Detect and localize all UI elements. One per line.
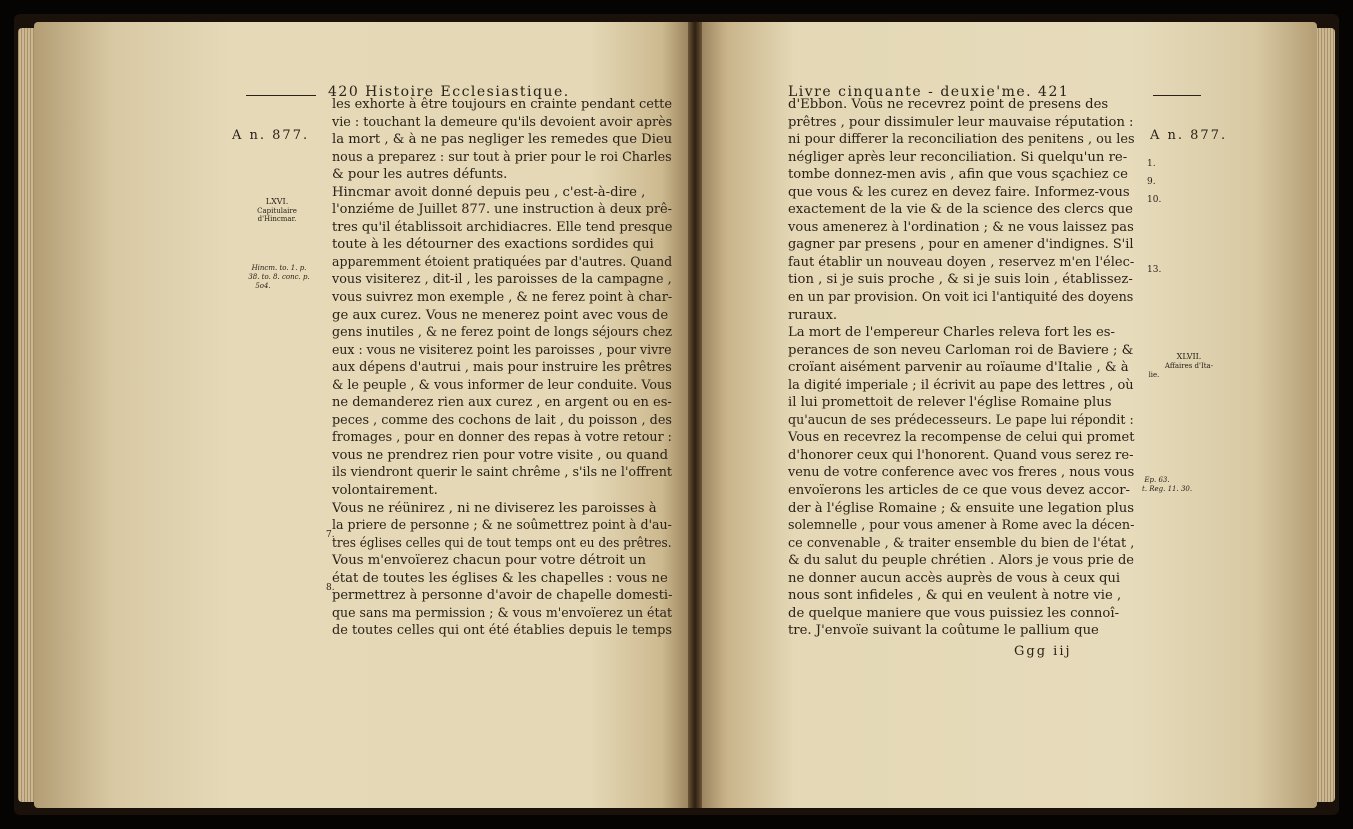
text-line: envoïerons les articles de ce que vous devez accor- (788, 483, 1131, 499)
right-page (702, 22, 1317, 808)
text-line: La mort de l'empereur Charles releva fort les es- (788, 325, 1115, 341)
text-line: de quelque maniere que vous puissiez les connoî- (788, 605, 1120, 621)
text-line: nous sont infideles , & qui en veulent à notre vie , (788, 588, 1122, 604)
text-line: gagner par presens , pour en amener d'indignes. S'il (788, 237, 1134, 253)
text-line: & le peuple , & vous informer de leur conduite. Vous (332, 377, 672, 393)
text-line: que sans ma permission ; & vous m'envoïerez un état (332, 605, 673, 621)
text-line: ruraux. (788, 307, 838, 323)
text-line: tres qu'il établissoit archidiacres. Elle tend presque (332, 219, 673, 235)
text-line: qu'aucun de ses prédecesseurs. Le pape lui répondit : (788, 412, 1134, 428)
margin-number: 1. (1147, 159, 1156, 169)
text-line: tres églises celles qui de tout temps ont eu des prêtres. (332, 535, 672, 551)
text-line: les exhorte à être toujours en crainte pendant cette (332, 97, 673, 112)
text-line: la digité imperiale ; il écrivit au pape des lettres , où (788, 377, 1134, 393)
text-line: d'honorer ceux qui l'honorent. Quand vous serez re- (788, 447, 1134, 463)
margin-reference: 5o4. (255, 282, 271, 290)
text-line: de toutes celles qui ont été établies depuis le temps (332, 623, 673, 639)
margin-number: 13. (1147, 265, 1162, 275)
text-line: der à l'église Romaine ; & ensuite une legation plus (788, 500, 1135, 516)
text-line: venu de votre conference avec vos freres , nous vous (788, 465, 1135, 481)
text-line: Hincmar avoit donné depuis peu , c'est-à-dire , (332, 184, 646, 200)
margin-reference: Hincm. to. 1. p. (251, 264, 307, 272)
text-line: perances de son neveu Carloman roi de Baviere ; & (788, 342, 1134, 358)
text-line: tion , si je suis proche , & si je suis loin , établissez- (788, 272, 1133, 288)
text-line: nous a preparez : sur tout à prier pour le roi Charles (332, 149, 672, 165)
text-line: toute à les détourner des exactions sordides qui (332, 237, 654, 253)
margin-number: 8. (326, 583, 335, 593)
margin-number: 9. (1147, 177, 1156, 187)
left-page (34, 22, 688, 808)
text-line: & pour les autres défunts. (332, 167, 508, 183)
text-line: permettrez à personne d'avoir de chapelle domesti- (332, 588, 673, 604)
margin-section-title: lie. (1148, 371, 1160, 379)
text-line: peces , comme des cochons de lait , du poisson , des (332, 412, 672, 428)
text-line: ce convenable , & traiter ensemble du bien de l'état , (788, 535, 1135, 551)
text-line: croïant aisément parvenir au roïaume d'Italie , & à (788, 360, 1129, 376)
signature-mark: Ggg iij (1014, 644, 1072, 659)
text-line: Vous ne réünirez , ni ne diviserez les paroisses à (332, 500, 657, 516)
text-line: ne demanderez rien aux curez , en argent ou en es- (332, 395, 672, 411)
margin-reference: 38. to. 8. conc. p. (248, 273, 310, 281)
year-marker: A n. 877. (232, 128, 310, 143)
text-line: ils viendront querir le saint chrême , s'ils ne l'offrent (332, 465, 672, 481)
margin-section-number: XLVII. (1176, 352, 1202, 361)
header-rule (246, 95, 316, 96)
book-gutter (688, 22, 702, 808)
right-page-body-text (788, 96, 1134, 640)
text-line: vous ne prendrez rien pour votre visite , ou quand (332, 447, 669, 463)
margin-reference: t. Reg. 11. 30. (1142, 485, 1193, 493)
margin-section-title: Affaires d'Ita- (1164, 362, 1214, 370)
text-line: vous visiterez , dit-il , les paroisses de la campagne , (332, 272, 672, 288)
margin-section-title: Capitulaire (257, 207, 297, 215)
text-line: apparemment étoient pratiquées par d'autres. Quand (332, 254, 673, 270)
text-line: il lui promettoit de relever l'église Romaine plus (788, 395, 1112, 411)
margin-number: 7. (326, 530, 335, 540)
text-line: d'Ebbon. Vous ne recevrez point de presens des (788, 97, 1109, 112)
text-line: vie : touchant la demeure qu'ils devoient avoir après (332, 114, 673, 130)
text-line: vous amenerez à l'ordination ; & ne vous laissez pas (788, 219, 1134, 235)
text-line: l'onziéme de Juillet 877. une instruction à deux prê- (332, 202, 673, 218)
text-line: état de toutes les églises & les chapelles : vous ne (332, 570, 668, 586)
open-book (14, 14, 1339, 815)
left-page-body-text (332, 96, 672, 640)
text-line: Vous en recevrez la recompense de celui qui promet (788, 430, 1135, 446)
text-line: eux : vous ne visiterez point les paroisses , pour vivre (332, 342, 672, 358)
text-line: la mort , & à ne pas negliger les remedes que Dieu (332, 132, 673, 148)
page-header: 420 Histoire Ecclesiastique. (328, 84, 570, 100)
text-line: négliger après leur reconciliation. Si quelqu'un re- (788, 149, 1128, 165)
margin-section-title: d'Hincmar. (257, 215, 297, 223)
text-line: en un par provision. On voit ici l'antiquité des doyens (788, 290, 1134, 306)
margin-section-number: LXVI. (265, 197, 289, 206)
text-line: ne donner aucun accès auprès de vous à ceux qui (788, 570, 1121, 586)
margin-reference: Ep. 63. (1144, 476, 1170, 484)
text-line: ge aux curez. Vous ne menerez point avec vous de (332, 307, 669, 323)
text-line: aux dépens d'autrui , mais pour instruire les prêtres (332, 360, 672, 376)
margin-number: 10. (1147, 195, 1162, 205)
text-line: ni pour differer la reconciliation des penitens , ou les (788, 132, 1135, 148)
text-line: prêtres , pour dissimuler leur mauvaise réputation : (788, 114, 1134, 130)
text-line: faut établir un nouveau doyen , reservez m'en l'élec- (788, 254, 1135, 270)
page-header: Livre cinquante - deuxie'me. 421 (788, 84, 1070, 100)
text-line: solemnelle , pour vous amener à Rome avec la décen- (788, 518, 1135, 534)
text-line: tre. J'envoïe suivant la coûtume le pallium que (788, 623, 1099, 639)
text-line: exactement de la vie & de la science des clercs que (788, 202, 1133, 218)
text-line: & du salut du peuple chrétien . Alors je vous prie de (788, 553, 1135, 569)
text-line: la priere de personne ; & ne soûmettrez point à d'au- (332, 518, 672, 534)
text-line: tombe donnez-men avis , afin que vous sçachiez ce (788, 167, 1128, 183)
text-line: volontairement. (332, 483, 438, 499)
year-marker: A n. 877. (1150, 128, 1228, 143)
text-line: fromages , pour en donner des repas à votre retour : (332, 430, 672, 446)
text-line: gens inutiles , & ne ferez point de longs séjours chez (332, 325, 673, 341)
text-line: vous suivrez mon exemple , & ne ferez point à char- (332, 290, 673, 306)
header-rule (1153, 95, 1201, 96)
text-line: que vous & les curez en devez faire. Informez-vous (788, 184, 1130, 200)
text-line: Vous m'envoïerez chacun pour votre détroit un (332, 553, 646, 569)
